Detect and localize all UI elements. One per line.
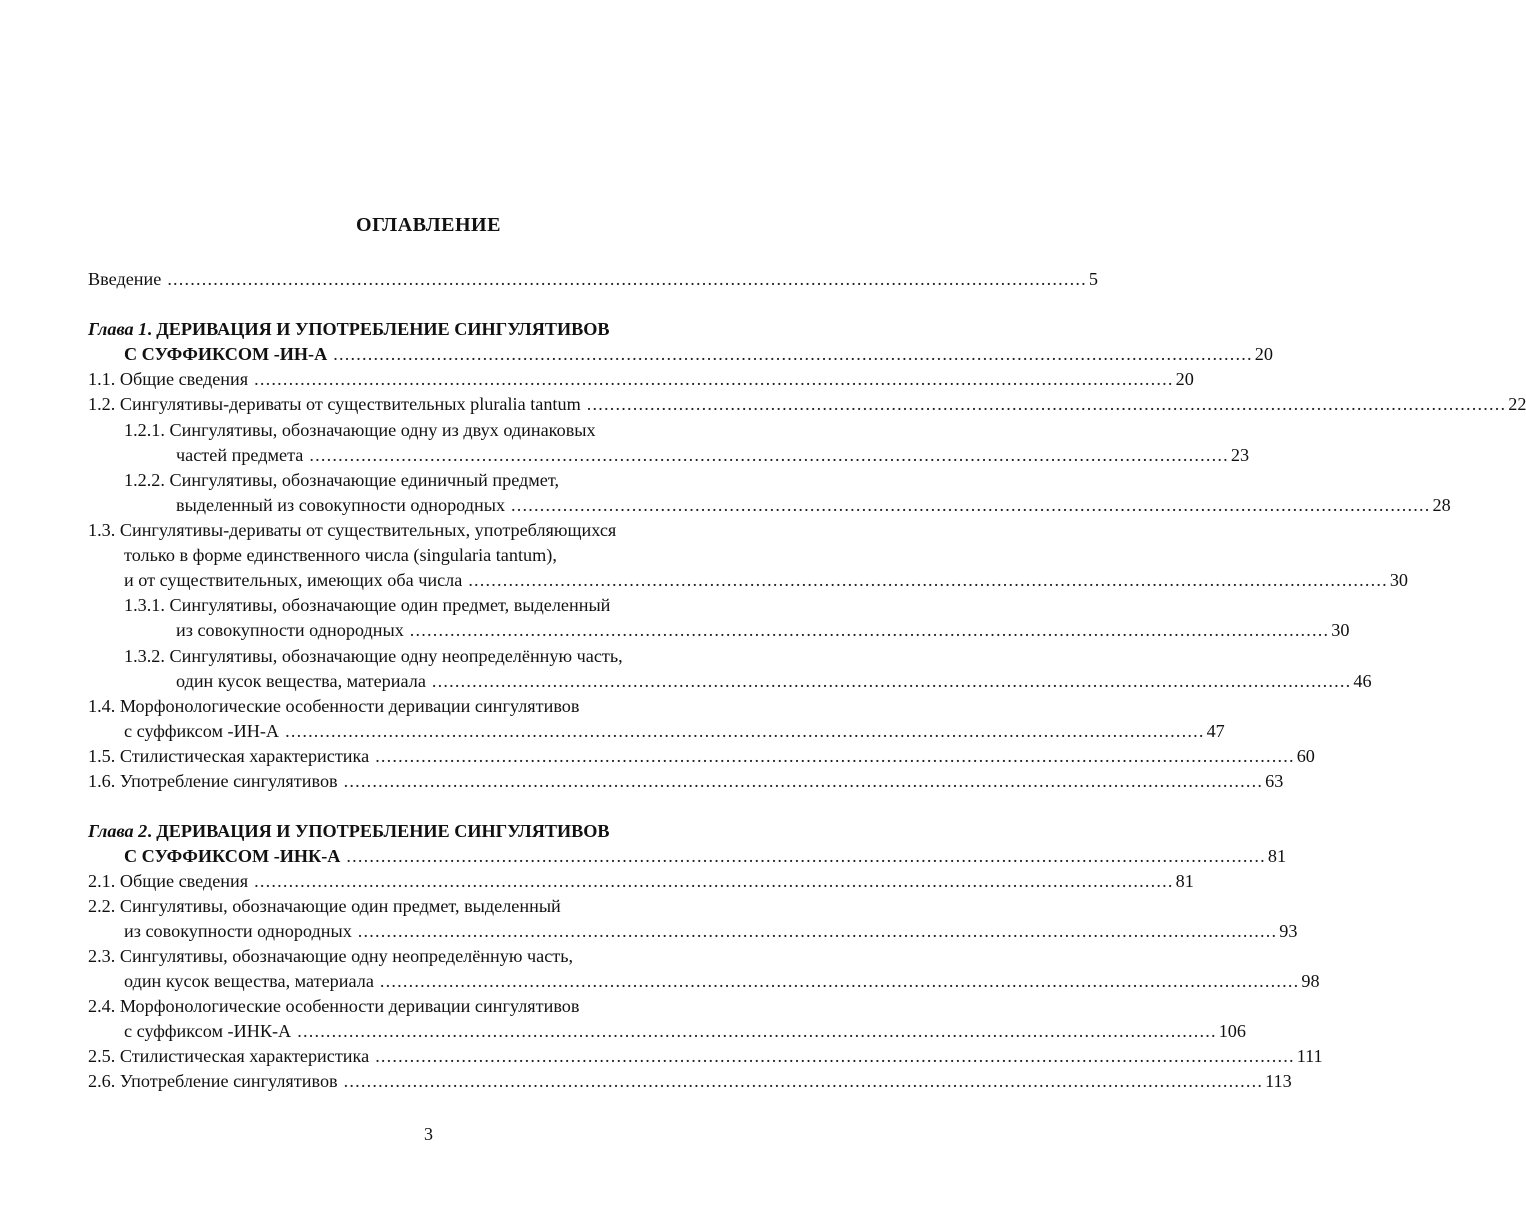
leader-dots: ................................................................................................................................................................ [285,721,1205,741]
toc-entry-text: 1.3. Сингулятивы-дериваты от существительных, употребляющихся [88,520,617,540]
leader-dots: ................................................................................................................................................................ [346,846,1266,866]
toc-entry-1-3-line1[interactable] [88,518,747,542]
chapter-title-line1: . ДЕРИВАЦИЯ И УПОТРЕБЛЕНИЕ СИНГУЛЯТИВОВ [147,319,610,339]
toc-entry-text: и от существительных, имеющих оба числа [124,570,463,590]
toc-chapter-1[interactable] [124,342,1273,366]
leader-dots: ................................................................................................................................................................ [375,746,1295,766]
toc-entry-text: 1.2. Сингулятивы-дериваты от существительных pluralia tantum [88,394,581,414]
toc-entry-2-4[interactable] [124,1019,1246,1043]
toc-page-number: 22 [1508,394,1526,414]
toc-entry-1-3-line2[interactable] [124,543,747,567]
leader-dots: ................................................................................................................................................................ [379,971,1300,991]
toc-entry-1-2-1-line1[interactable] [124,418,747,442]
toc-page-number: 30 [1331,620,1350,640]
toc-page-number: 30 [1389,570,1408,590]
toc-page-number: 20 [1254,344,1273,364]
toc-entry-text: выделенный из совокупности однородных [176,495,506,515]
toc-entry-2-5[interactable] [88,1044,1323,1068]
toc-entry-text: один кусок вещества, материала [124,971,374,991]
toc-page-number: 28 [1432,495,1451,515]
leader-dots: ................................................................................................................................................................ [254,871,1174,891]
toc-entry-text: 2.2. Сингулятивы, обозначающие один предмет, выделенный [88,896,561,916]
toc-entry-text: с суффиксом -ИН-А [124,721,280,741]
toc-entry-1-4-line1[interactable] [88,694,747,718]
toc-entry-1-4[interactable] [124,719,1225,743]
toc-page-number: 20 [1175,369,1194,389]
toc-entry-1-2-2-line1[interactable] [124,468,747,492]
leader-dots: ................................................................................................................................................................ [254,369,1174,389]
toc-entry-2-3-line1[interactable] [88,944,747,968]
toc-entry-text: 2.5. Стилистическая характеристика [88,1046,370,1066]
toc-entry-1-3[interactable] [124,568,1408,592]
toc-page-number: 63 [1265,771,1284,791]
toc-page-number: 81 [1267,846,1287,866]
toc-entry-1-3-1[interactable] [176,618,1350,642]
toc-entry-2-1[interactable] [88,869,1194,893]
leader-dots: ................................................................................................................................................................ [431,671,1352,691]
toc-entry-text: 2.3. Сингулятивы, обозначающие одну неопределённую часть, [88,946,574,966]
chapter-prefix: Глава 1 [88,319,148,339]
toc-page-number: 60 [1296,746,1315,766]
toc-entry-text: 1.3.1. Сингулятивы, обозначающие один предмет, выделенный [124,595,611,615]
toc-page-number: 93 [1279,921,1298,941]
toc-chapter-2[interactable] [124,844,1287,868]
toc-entry-1-5[interactable] [88,744,1315,768]
page-number: 3 [424,1124,433,1144]
toc-entry-text: из совокупности однородных [124,921,352,941]
toc-page-number: 113 [1265,1071,1292,1091]
toc-entry-text: Введение [88,269,162,289]
leader-dots: ................................................................................................................................................................ [297,1021,1217,1041]
toc-entry-1-2[interactable] [88,392,1526,416]
toc-entry-1-3-2-line1[interactable] [124,644,747,668]
toc-page-number: 106 [1218,1021,1246,1041]
toc-page-number: 98 [1301,971,1320,991]
leader-dots: ................................................................................................................................................................ [333,344,1253,364]
toc-page-number: 46 [1353,671,1372,691]
toc-page-number: 5 [1088,269,1098,289]
toc-entry-text: 1.1. Общие сведения [88,369,249,389]
toc-entry-text: 1.4. Морфонологические особенности деривации сингулятивов [88,696,580,716]
toc-chapter-2-heading[interactable] [88,819,747,843]
toc-entry-1-2-2[interactable] [176,493,1451,517]
toc-page-number: 47 [1206,721,1225,741]
leader-dots: ................................................................................................................................................................ [309,445,1229,465]
leader-dots: ................................................................................................................................................................ [409,620,1330,640]
toc-entry-2-3[interactable] [124,969,1320,993]
toc-entry-text: частей предмета [176,445,304,465]
toc-entry-2-4-line1[interactable] [88,994,747,1018]
toc-entry-text: 1.3.2. Сингулятивы, обозначающие одну неопределённую часть, [124,646,623,666]
toc-entry-2-2[interactable] [124,919,1298,943]
toc-entry-2-6[interactable] [88,1069,1292,1093]
toc-entry-text: 2.1. Общие сведения [88,871,249,891]
toc-entry-1-6[interactable] [88,769,1284,793]
leader-dots: ................................................................................................................................................................ [357,921,1278,941]
leader-dots: ................................................................................................................................................................ [375,1046,1295,1066]
leader-dots: ................................................................................................................................................................ [468,570,1388,590]
chapter-title-line1: . ДЕРИВАЦИЯ И УПОТРЕБЛЕНИЕ СИНГУЛЯТИВОВ [147,821,610,841]
toc-entry-text: 1.6. Употребление сингулятивов [88,771,338,791]
toc-entry-text: один кусок вещества, материала [176,671,426,691]
toc-entry-text: 1.2.2. Сингулятивы, обозначающие единичный предмет, [124,470,559,490]
toc-page-number: 23 [1230,445,1250,465]
toc-entry-text: 1.5. Стилистическая характеристика [88,746,370,766]
toc-entry-2-2-line1[interactable] [88,894,747,918]
toc-entry-text: 2.6. Употребление сингулятивов [88,1071,338,1091]
toc-entry-1-1[interactable] [88,367,1194,391]
toc-entry-1-3-1-line1[interactable] [124,593,747,617]
toc-page-number: 111 [1296,1046,1323,1066]
leader-dots: ................................................................................................................................................................ [167,269,1087,289]
toc-entry-1-3-2[interactable] [176,669,1372,693]
leader-dots: ................................................................................................................................................................ [586,394,1507,414]
toc-entry-text: только в форме единственного числа (singularia tantum), [124,545,557,565]
page-title: ОГЛАВЛЕНИЕ [356,214,501,236]
chapter-prefix: Глава 2 [88,821,148,841]
toc-page-number: 81 [1175,871,1194,891]
chapter-title-line2: С СУФФИКСОМ -ИН-А [124,344,328,364]
toc-entry-1-2-1[interactable] [176,443,1250,467]
toc-entry-text: 2.4. Морфонологические особенности деривации сингулятивов [88,996,580,1016]
leader-dots: ................................................................................................................................................................ [511,495,1431,515]
toc-entry-intro[interactable] [88,267,1098,291]
toc-entry-text: с суффиксом -ИНК-А [124,1021,292,1041]
toc-entry-text: 1.2.1. Сингулятивы, обозначающие одну из двух одинаковых [124,420,596,440]
chapter-title-line2: С СУФФИКСОМ -ИНК-А [124,846,341,866]
toc-entry-text: из совокупности однородных [176,620,404,640]
leader-dots: ................................................................................................................................................................ [343,1071,1264,1091]
toc-chapter-1-heading[interactable] [88,317,747,341]
leader-dots: ................................................................................................................................................................ [343,771,1264,791]
